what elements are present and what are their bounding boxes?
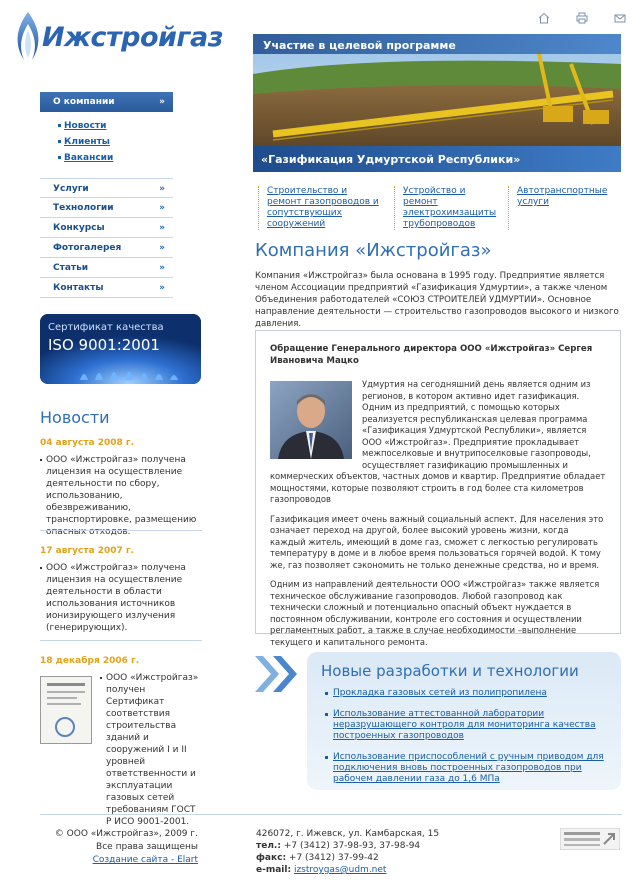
chevron-right-icon: » bbox=[159, 243, 165, 253]
certificate-thumbnail[interactable] bbox=[40, 676, 92, 744]
chevron-right-icon: » bbox=[159, 203, 165, 213]
sidebar-nav bbox=[40, 92, 173, 298]
visitor-counter-badge[interactable] bbox=[560, 828, 620, 850]
letter-heading: Обращение Генерального директора ООО «Ижстройгаз» Сергея Ивановича Мацко bbox=[270, 344, 593, 366]
banner-bottom-text: «Газификация Удмуртской Республики» bbox=[261, 153, 521, 166]
news-heading: Новости bbox=[40, 408, 110, 427]
news-item bbox=[40, 438, 202, 538]
footer-fax: +7 (3412) 37-99-42 bbox=[288, 853, 379, 863]
news-item bbox=[40, 656, 202, 828]
footer-address: 426072, г. Ижевск, ул. Камбарская, 15 bbox=[256, 829, 440, 839]
cert-iso: ISO 9001:2001 bbox=[48, 336, 160, 354]
chevron-right-icon: » bbox=[159, 97, 165, 107]
pipeline-photo bbox=[253, 34, 621, 172]
footer-copyright: © ООО «Ижстройгаз», 2009 г. Все права защищены Создание сайта - Elart bbox=[40, 828, 198, 867]
mail-icon[interactable] bbox=[614, 12, 626, 24]
letter-paragraph: Одним из направлений деятельности ООО «Ижстройгаз» также является техническое обслуживание газопроводов. Любой газопровод как технически сложный и потенциально опасный объект нуждается в постоянном обслуживании, контроле его состояния и осуществлении регламентных работ, а также в случае необходимости –выполнение текущего и капитального ремонта. bbox=[270, 579, 600, 647]
nav-item-gallery[interactable]: Фотогалерея » bbox=[40, 238, 173, 258]
nav-item-about[interactable]: О компании » bbox=[40, 92, 173, 112]
letter-paragraph: Газификация имеет очень важный социальный аспект. Для населения это означает переход на другой, более высокий уровень жизни, когда каждый житель, имеющий в доме газ, сможет с легкостью регулировать температуру в доме и в любое время пользоваться горячей водой. К тому же, газ позволяет сэкономить не только денежные средства, но и время. bbox=[270, 513, 604, 570]
service-link-construction[interactable]: Строительство и ремонт газопроводов и сопутствующих сооружений bbox=[258, 186, 384, 230]
tech-box bbox=[307, 652, 621, 790]
footer-email-link[interactable]: izstroygas@udm.net bbox=[293, 865, 387, 875]
intro-text: Компания «Ижстройгаз» была основана в 1995 году. Предприятие является членом Ассоциации предприятий «Газификация Удмуртии», а также членом Объединения работодателей «СОЮЗ СТРОИТЕЛЕЙ УДМУРТИИ». Основное направление деятельности — строительство газопроводов высокого и низкого давления. bbox=[255, 271, 619, 329]
tech-heading: Новые разработки и технологии bbox=[321, 662, 579, 680]
services-links bbox=[258, 186, 618, 230]
footer-divider bbox=[40, 814, 622, 815]
chevron-right-icon: » bbox=[159, 223, 165, 233]
news-text[interactable]: ООО «Ижстройгаз» получена лицензия на осуществление деятельности в области использования источников ионизирующего излучения (генерирующих). bbox=[40, 562, 202, 634]
director-portrait bbox=[270, 381, 352, 459]
iso-certificate-banner[interactable] bbox=[40, 314, 201, 384]
director-letter bbox=[255, 330, 621, 647]
program-banner[interactable] bbox=[253, 34, 621, 172]
banner-top-text: Участие в целевой программе bbox=[263, 39, 456, 52]
tech-section bbox=[253, 652, 621, 790]
subnav-item-news[interactable]: Новости bbox=[64, 118, 173, 134]
site-logo[interactable] bbox=[10, 8, 230, 68]
nav-item-services[interactable]: Услуги » bbox=[40, 178, 173, 198]
letter-paragraph: Удмуртия на сегодняшний день является одним из регионов, в котором активно идет газификация. Одним из предприятий, с помощью которых реализуется республиканская целевая программа «Газификация Удмуртской Республики», является ООО «Ижстройгаз». Предприятие прокладывает межпоселковые и внутрипоселковые газопроводы, осуществляет газификацию промышленных и коммерческих объектов, частных домов и квартир. Предприятие обладает мощностями, которые позволяют строить в год более ста километров газопроводов bbox=[270, 379, 606, 504]
news-date: 17 августа 2007 г. bbox=[40, 546, 135, 556]
footer-phone: +7 (3412) 37-98-93, 37-98-94 bbox=[283, 841, 421, 851]
service-link-transport[interactable]: Автотранспортные услуги bbox=[508, 186, 608, 230]
chevron-right-icon: » bbox=[159, 283, 165, 293]
page-title: Компания «Ижстройгаз» bbox=[255, 240, 492, 261]
cert-label: Сертификат качества bbox=[48, 322, 164, 333]
print-icon[interactable] bbox=[576, 12, 588, 24]
news-item bbox=[40, 546, 202, 634]
chevron-right-icon: » bbox=[159, 263, 165, 273]
footer-contacts: 426072, г. Ижевск, ул. Камбарская, 15 тел.: +7 (3412) 37-98-93, 37-98-94 факс: +7 (3412) 37-99-42 e-mail: izstroygas@udm.net bbox=[256, 828, 556, 876]
news-divider bbox=[40, 530, 202, 531]
logo-text: Ижстройгаз bbox=[42, 22, 223, 53]
news-text[interactable]: ООО «Ижстройгаз» получен Сертификат соответствия строительства зданий и сооружений I и II уровней ответственности и эксплуатации газовых сетей требованиям ГОСТ Р ИСО 9001-2001. bbox=[100, 672, 200, 828]
nav-item-technologies[interactable]: Технологии » bbox=[40, 198, 173, 218]
tech-link-polypropylene[interactable]: Прокладка газовых сетей из полипропилена bbox=[333, 688, 613, 699]
tech-link-manual-drive[interactable]: Использование приспособлений с ручным приводом для подключения вновь построенных газопроводов при рабочем давлении газа до 1,6 МПа bbox=[333, 752, 613, 785]
news-date: 18 декабря 2006 г. bbox=[40, 656, 140, 666]
elart-link[interactable]: Создание сайта - Elart bbox=[92, 855, 198, 865]
nav-items bbox=[40, 178, 173, 298]
service-link-ecp[interactable]: Устройство и ремонт электрохимзащиты трубопроводов bbox=[394, 186, 498, 230]
nav-item-contacts[interactable]: Контакты » bbox=[40, 278, 173, 298]
top-utility-icons bbox=[538, 12, 626, 24]
home-icon[interactable] bbox=[538, 12, 550, 24]
tech-links bbox=[333, 688, 613, 795]
nav-item-articles[interactable]: Статьи » bbox=[40, 258, 173, 278]
subnav bbox=[40, 112, 173, 170]
subnav-item-vacancies[interactable]: Вакансии bbox=[64, 150, 173, 166]
tech-link-laboratory[interactable]: Использование аттестованной лаборатории неразрушающего контроля для мониторинга качества построенных газопроводов bbox=[333, 709, 613, 742]
chevron-right-icon: » bbox=[159, 184, 165, 194]
news-divider bbox=[40, 640, 202, 641]
double-chevron-icon bbox=[253, 654, 303, 694]
nav-item-tenders[interactable]: Конкурсы » bbox=[40, 218, 173, 238]
news-date: 04 августа 2008 г. bbox=[40, 438, 135, 448]
subnav-item-clients[interactable]: Клиенты bbox=[64, 134, 173, 150]
news-text[interactable]: ООО «Ижстройгаз» получена лицензия на осуществление деятельности по сбору, использованию, обезвреживанию, транспортировке, размещению опасных отходов. bbox=[40, 454, 202, 538]
